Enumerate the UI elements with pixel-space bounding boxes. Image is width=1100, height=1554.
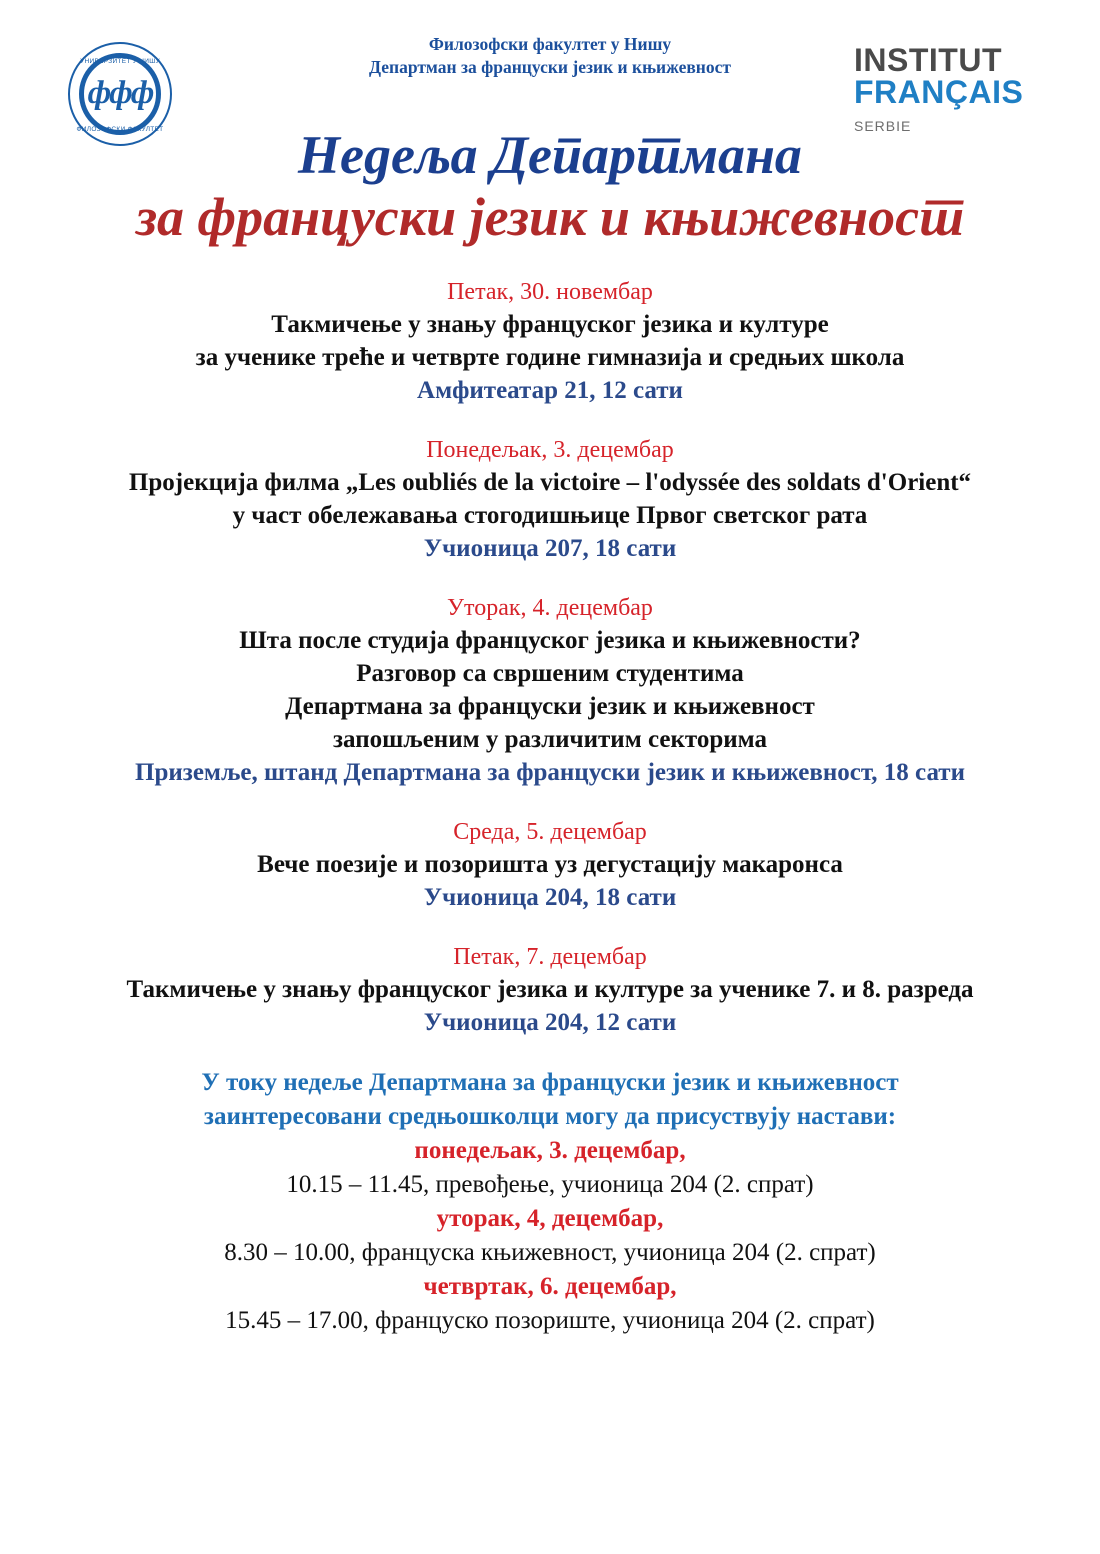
event-item bbox=[0, 276, 1100, 408]
note-day: четвртак, 6. децембар, bbox=[423, 1273, 677, 1300]
event-item bbox=[0, 941, 1100, 1040]
note-detail: 8.30 – 10.00, француска књижевност, учионица 204 (2. спрат) bbox=[224, 1239, 876, 1266]
event-item bbox=[0, 592, 1100, 790]
event-place: Учионица 204, 12 сати bbox=[423, 1009, 677, 1036]
event-title-line: за ученике треће и четврте године гимназија и средњих школа bbox=[195, 344, 905, 371]
event-date: Уторак, 4. децембар bbox=[447, 595, 653, 621]
logo-arc-top-text: УНИВЕРЗИТЕТ У НИШУ bbox=[80, 58, 160, 65]
event-title-line: Такмичење у знању француског језика и културе за ученике 7. и 8. разреда bbox=[126, 976, 974, 1003]
page-title-line2: за француски језик и књижевност bbox=[135, 187, 965, 247]
event-date: Понедељак, 3. децембар bbox=[426, 437, 674, 463]
institut-francais-country: SERBIE bbox=[854, 118, 912, 134]
event-date: Петак, 7. децембар bbox=[453, 944, 647, 970]
event-title-line: Вече поезије и позоришта уз дегустацију макаронса bbox=[257, 851, 843, 878]
event-item bbox=[0, 434, 1100, 566]
event-place: Амфитеатар 21, 12 сати bbox=[417, 377, 683, 404]
faculty-name: Филозофски факултет у Нишу bbox=[428, 34, 672, 54]
poster-header bbox=[0, 0, 1100, 134]
note-detail: 15.45 – 17.00, француско позориште, учионица 204 (2. спрат) bbox=[225, 1307, 875, 1334]
event-place: Учионица 207, 18 сати bbox=[423, 535, 677, 562]
institut-francais-line1: INSTITUT bbox=[854, 42, 1002, 78]
note-head-line1: У току недеље Департмана за француски језик и књижевност bbox=[201, 1069, 899, 1096]
event-date: Петак, 30. новембар bbox=[447, 279, 653, 305]
event-title-line: Пројекција филма „Les oubliés de la victoire – l'odyssée des soldats d'Orient“ bbox=[128, 469, 972, 496]
event-item bbox=[0, 816, 1100, 915]
event-place: Приземље, штанд Департмана за француски језик и књижевност, 18 сати bbox=[135, 759, 965, 786]
event-date: Среда, 5. децембар bbox=[453, 819, 647, 845]
event-title-line: Департмана за француски језик и књижевност bbox=[285, 693, 815, 720]
event-title-line: запошљеним у различитим секторима bbox=[332, 726, 768, 753]
logo-arc-bottom-text: ФИЛОЗОФСКИ ФАКУЛТЕТ bbox=[76, 126, 164, 133]
logo-monogram: ффф bbox=[87, 75, 153, 111]
note-day: понедељак, 3. децембар, bbox=[414, 1137, 686, 1164]
institut-francais-line2: FRANÇAIS bbox=[854, 74, 1024, 110]
attendance-note bbox=[0, 1066, 1100, 1338]
note-detail: 10.15 – 11.45, превођење, учионица 204 (2. спрат) bbox=[286, 1171, 814, 1198]
event-title-line: Шта после студија француског језика и књижевности? bbox=[239, 627, 861, 654]
event-place: Учионица 204, 18 сати bbox=[423, 884, 677, 911]
event-title-line: Разговор са свршеним студентима bbox=[356, 660, 744, 687]
note-head-line2: заинтересовани средњошколци могу да присуствују настави: bbox=[203, 1103, 897, 1130]
events-list bbox=[0, 276, 1100, 1040]
event-title-line: Такмичење у знању француског језика и културе bbox=[271, 311, 829, 338]
institut-francais-logo bbox=[854, 44, 1044, 134]
note-day: уторак, 4, децембар, bbox=[436, 1205, 664, 1232]
page-title-line1: Недеља Департмана bbox=[298, 125, 802, 185]
department-name: Департман за француски језик и књижевност bbox=[368, 57, 731, 77]
event-title-line: у част обележавања стогодишњице Првог светског рата bbox=[232, 502, 868, 529]
